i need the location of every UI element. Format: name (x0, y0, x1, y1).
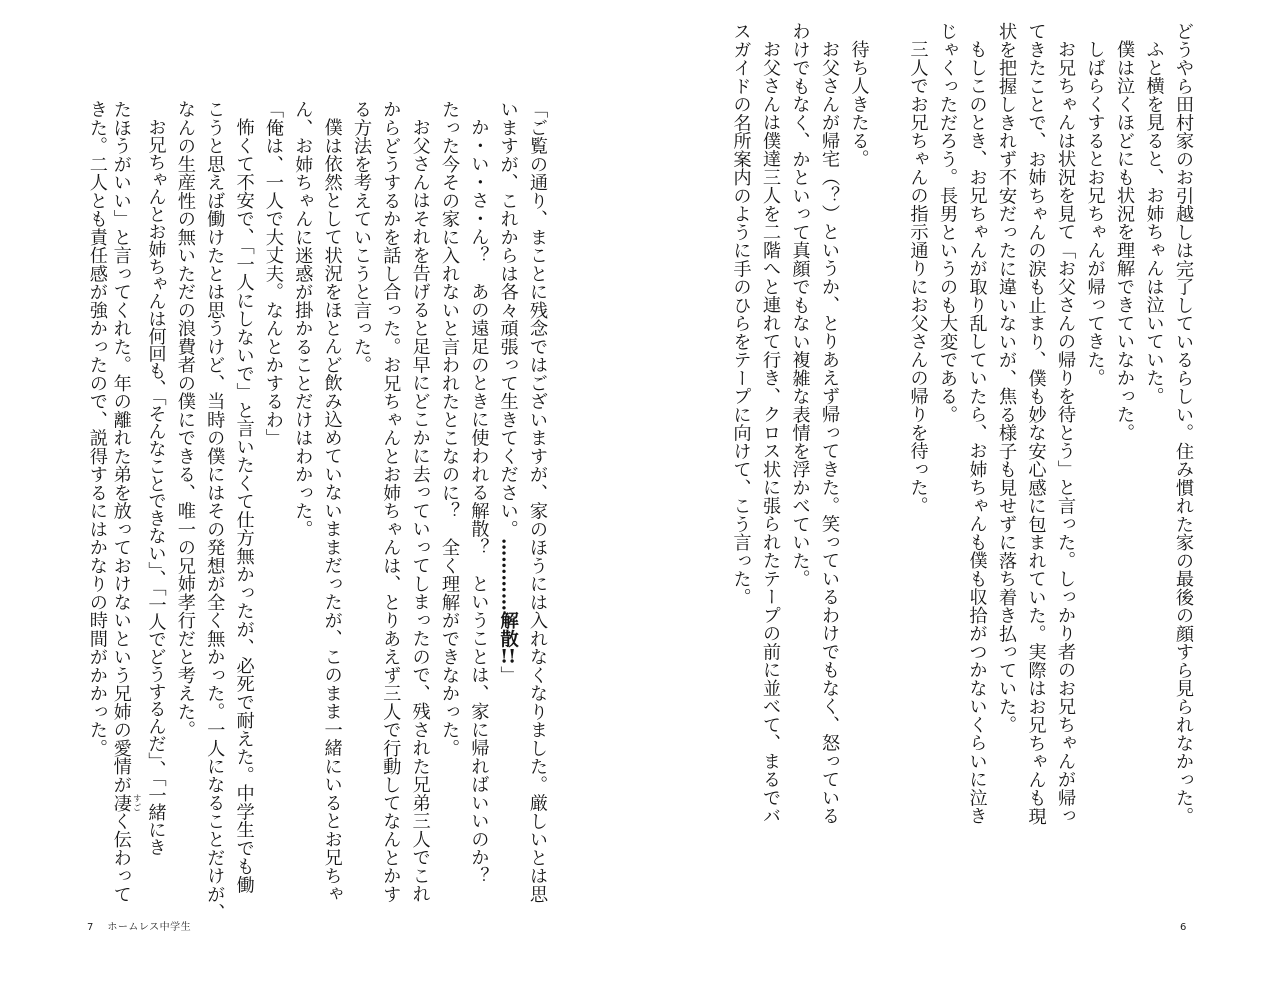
text-column: お父さんはそれを告げると足早にどこかに去っていってしまったので、残された兄弟三人でこれ (409, 118, 431, 903)
text-column: もしこのとき、お兄ちゃんが取り乱していたら、お姉ちゃんも僕も収拾がつかないくらいに泣き (966, 40, 988, 825)
text-column: 僕は泣くほどにも状況を理解できていなかった。 (1114, 40, 1135, 442)
text-column: ん、お姉ちゃんに迷惑が掛かることだけはわかった。 (292, 100, 314, 538)
text-column (493, 100, 522, 920)
text-column: しばらくするとお兄ちゃんが帰ってきた。 (1084, 40, 1106, 387)
text-column: お兄ちゃんは状況を見て「お父さんの帰りを待とう」と言った。しっかり者のお兄ちゃんが帰っ (1055, 40, 1076, 825)
text-column: 待ち人きたる。 (848, 40, 870, 168)
text-column: お父さんが帰宅（？）というか、とりあえず帰ってきた。笑っているわけでもなく、怒っている (819, 40, 840, 825)
closing-bracket: 」 (497, 665, 519, 684)
text-column: 僕は依然として状況をほとんど飲み込めていないままだったが、このまま一緒にいるとお兄ちゃ (321, 118, 343, 903)
ruby-text: すご (131, 793, 142, 812)
ruby-base: 凄 (110, 793, 132, 812)
left-page-body (82, 100, 552, 930)
text-column: たった今その家に入れないと言われたとこなのに？ 全く理解ができなかった。 (438, 100, 460, 757)
right-page-footer (1180, 921, 1186, 935)
text-column: ふと横を見ると、お姉ちゃんは泣いていた。 (1143, 40, 1165, 406)
running-title: ホームレス中学生 (107, 922, 192, 933)
text-column: 「ご覧の通り、まことに残念ではございますが、家のほうには入れなくなりました。厳しいとは思 (527, 100, 548, 903)
text-column: わけでもなく、かといって真顔でもない複雑な表情を浮かべていた。 (789, 22, 811, 588)
text-segment: いますが、これからは各々頑張って生きてください。 (497, 100, 519, 538)
blank-line (874, 22, 904, 32)
text-column: どうやら田村家のお引越しは完了しているらしい。住み慣れた家の最後の顔すら見られなかった。 (1173, 22, 1194, 825)
text-column: じゃくっただろう。長男というのも大変である。 (937, 22, 958, 424)
text-column: こうと思えば働けたとは思うけど、当時の僕にはその発想が全く無かった。一人になることだけが、 (204, 100, 226, 922)
right-page-body (726, 22, 1198, 852)
page-number: 6 (1180, 922, 1187, 933)
exclamation-marks: !! (500, 647, 517, 666)
text-column: 「俺は、一人で大丈夫。なんとかするわ」 (262, 100, 284, 447)
text-column (112, 100, 141, 920)
text-column: てきたことで、お姉ちゃんの涙も止まり、僕も妙な安心感に包まれていた。実際はお兄ちゃんも現 (1025, 22, 1047, 825)
page-number: 7 (87, 922, 94, 933)
text-segment: たほうがいい」と言ってくれた。年の離れた弟を放っておけないという兄姉の愛情が (110, 100, 132, 794)
text-column: 三人でお兄ちゃんの指示通りにお父さんの帰りを待った。 (907, 40, 929, 515)
text-column: スガイドの名所案内のように手のひらをテープに向けて、こう言った。 (730, 22, 752, 606)
left-page-footer (87, 921, 191, 935)
text-column: きた。二人とも責任感が強かったので、説得するにはかなりの時間がかかった。 (86, 100, 108, 757)
text-column: か・い・さ・ん？ あの遠足のときに使われる解散？ ということは、家に帰ればいいのか？ (468, 118, 490, 885)
text-column: お兄ちゃんとお姉ちゃんは何回も、「そんなことできない」、「一人でどうするんだ」、「一緒にき (145, 118, 167, 856)
text-column: お父さんは僕達三人を二階へと連れて行き、クロス状に張られたテープの前に並べて、まるでバ (760, 40, 781, 825)
text-column: 怖くて不安で、「一人にしないで」と言いたくて仕方無かったが、必死で耐えた。中学生でも働 (233, 118, 255, 894)
text-column: からどうするかを話し合った。お兄ちゃんとお姉ちゃんは、とりあえず三人で行動してなんとかす (380, 100, 402, 903)
text-column: 状を把握しきれず不安だったに違いないが、焦る様子も見せずに落ち着き払っていた。 (996, 22, 1017, 734)
ruby-annotation (110, 793, 142, 812)
text-column: る方法を考えていこうと言った。 (350, 100, 372, 374)
text-column: なんの生産性の無いただの浪費者の僕にできる、唯一の兄姉孝行だと考えた。 (174, 100, 196, 739)
emphasized-text: …………解散 (497, 538, 519, 648)
text-segment: く伝わって (110, 811, 132, 903)
